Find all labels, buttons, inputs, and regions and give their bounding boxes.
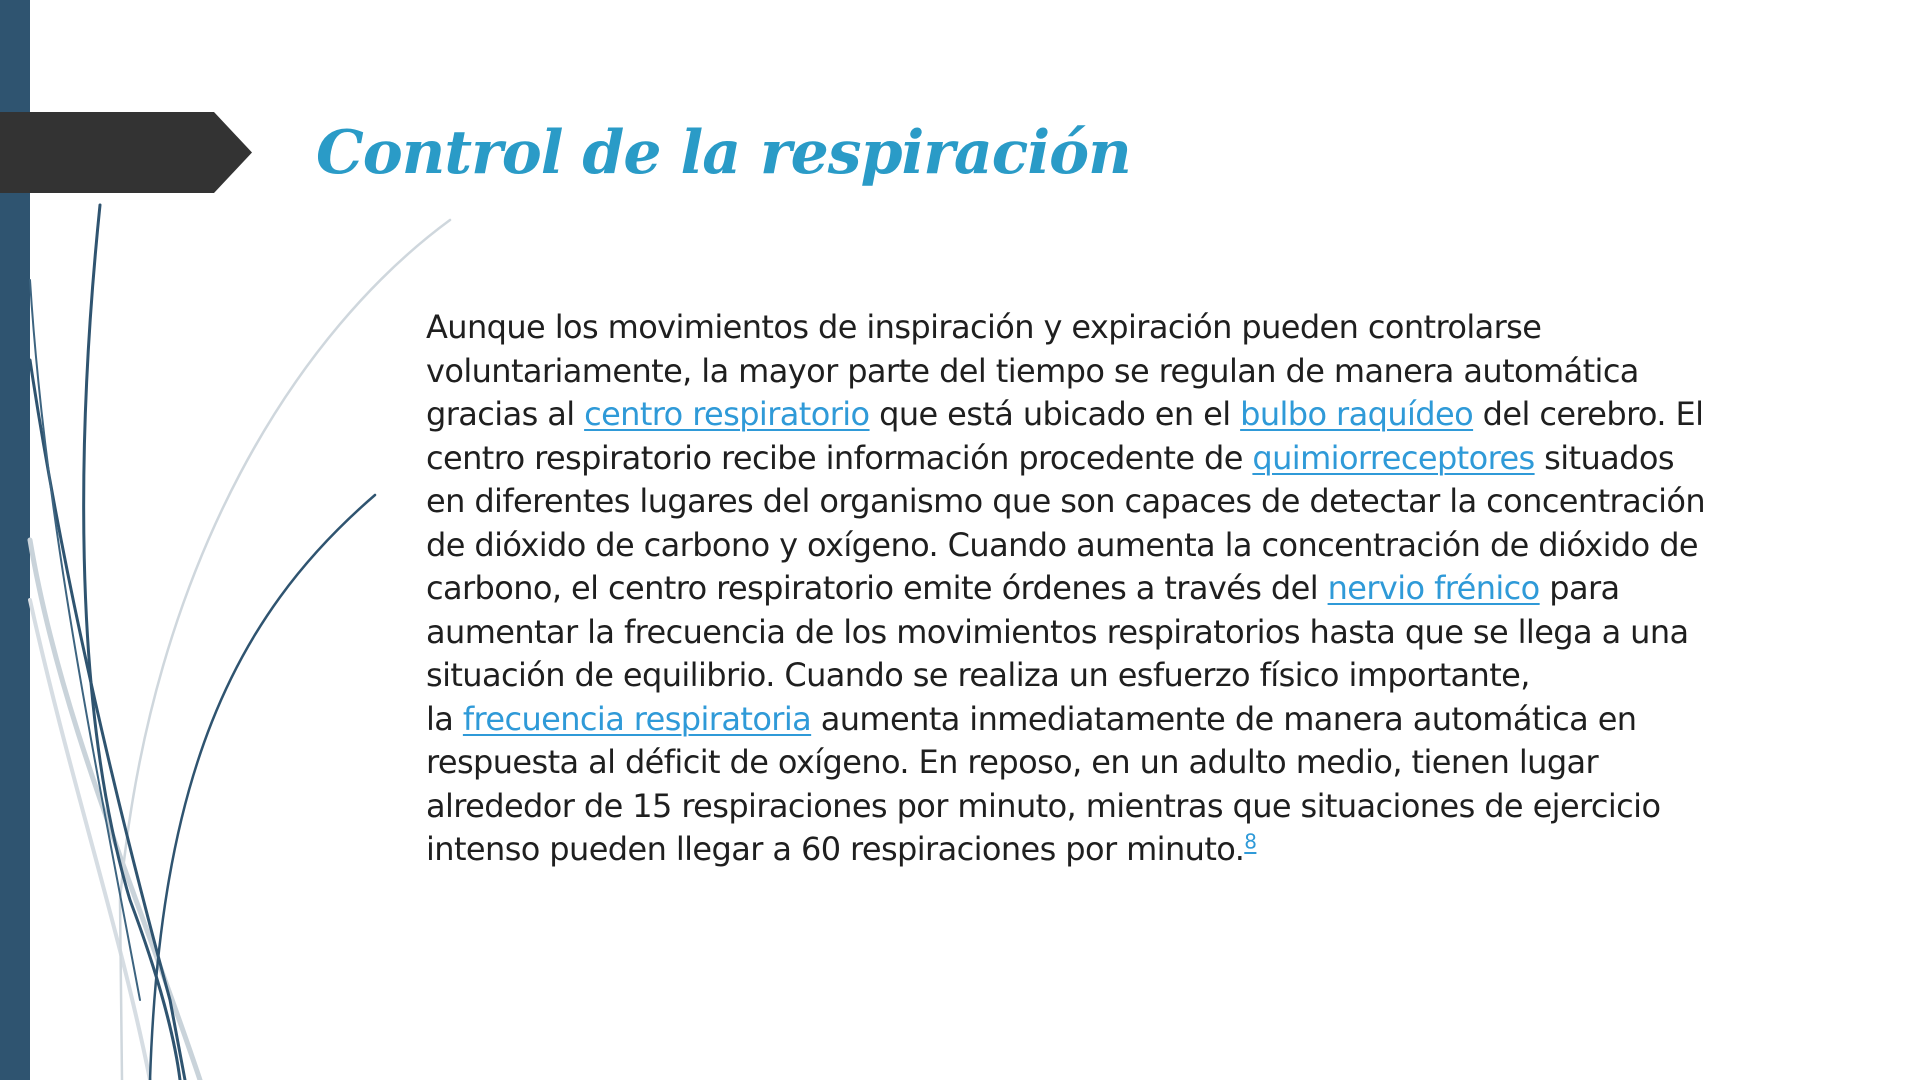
text-line: Aunque los movimientos de inspiración y expiración pueden controlarse <box>426 308 1542 346</box>
slide-title: Control de la respiración <box>316 118 1131 188</box>
text-segment: carbono, el centro respiratorio emite órdenes a través del <box>426 569 1328 607</box>
text-segment: gracias al <box>426 395 585 433</box>
text-line: de dióxido de carbono y oxígeno. Cuando aumenta la concentración de dióxido de <box>426 525 1698 564</box>
link-bulbo-raquideo[interactable]: bulbo raquídeo <box>1240 395 1474 433</box>
text-line: alrededor de 15 respiraciones por minuto, mientras que situaciones de ejercicio <box>426 786 1661 825</box>
text-line: aumentar la frecuencia de los movimientos respiratorios hasta que se llega a una <box>426 612 1689 651</box>
link-frecuencia-respiratoria[interactable]: frecuencia respiratoria <box>462 699 812 738</box>
text-segment: centro respiratorio recibe información procedente de <box>426 438 1253 477</box>
text-segment: para <box>1539 569 1620 607</box>
text-line <box>426 567 1826 611</box>
footnote-link[interactable]: 8 <box>1244 829 1257 854</box>
text-segment: la <box>426 699 463 738</box>
text-line <box>426 698 1826 742</box>
text-segment: situados <box>1534 438 1674 477</box>
text-segment: que está ubicado en el <box>869 395 1241 433</box>
text-line: respuesta al déficit de oxígeno. En reposo, en un adulto medio, tienen lugar <box>426 743 1599 781</box>
link-quimiorreceptores[interactable]: quimiorreceptores <box>1252 438 1535 477</box>
text-line: voluntariamente, la mayor parte del tiempo se regulan de manera automática <box>426 351 1639 390</box>
text-line <box>426 828 1826 872</box>
title-arrow-shape <box>0 112 256 193</box>
text-segment: aumenta inmediatamente de manera automática en <box>811 699 1637 738</box>
text-segment: del cerebro. El <box>1473 395 1704 433</box>
text-line: en diferentes lugares del organismo que son capaces de detectar la concentración <box>426 482 1706 520</box>
body-paragraph <box>426 306 1826 872</box>
text-line <box>426 393 1826 437</box>
text-line <box>426 437 1826 481</box>
text-segment: intenso pueden llegar a 60 respiraciones por minuto. <box>426 830 1245 868</box>
link-centro-respiratorio[interactable]: centro respiratorio <box>584 395 870 433</box>
link-nervio-frenico[interactable]: nervio frénico <box>1327 569 1540 607</box>
text-line: situación de equilibrio. Cuando se realiza un esfuerzo físico importante, <box>426 656 1530 694</box>
